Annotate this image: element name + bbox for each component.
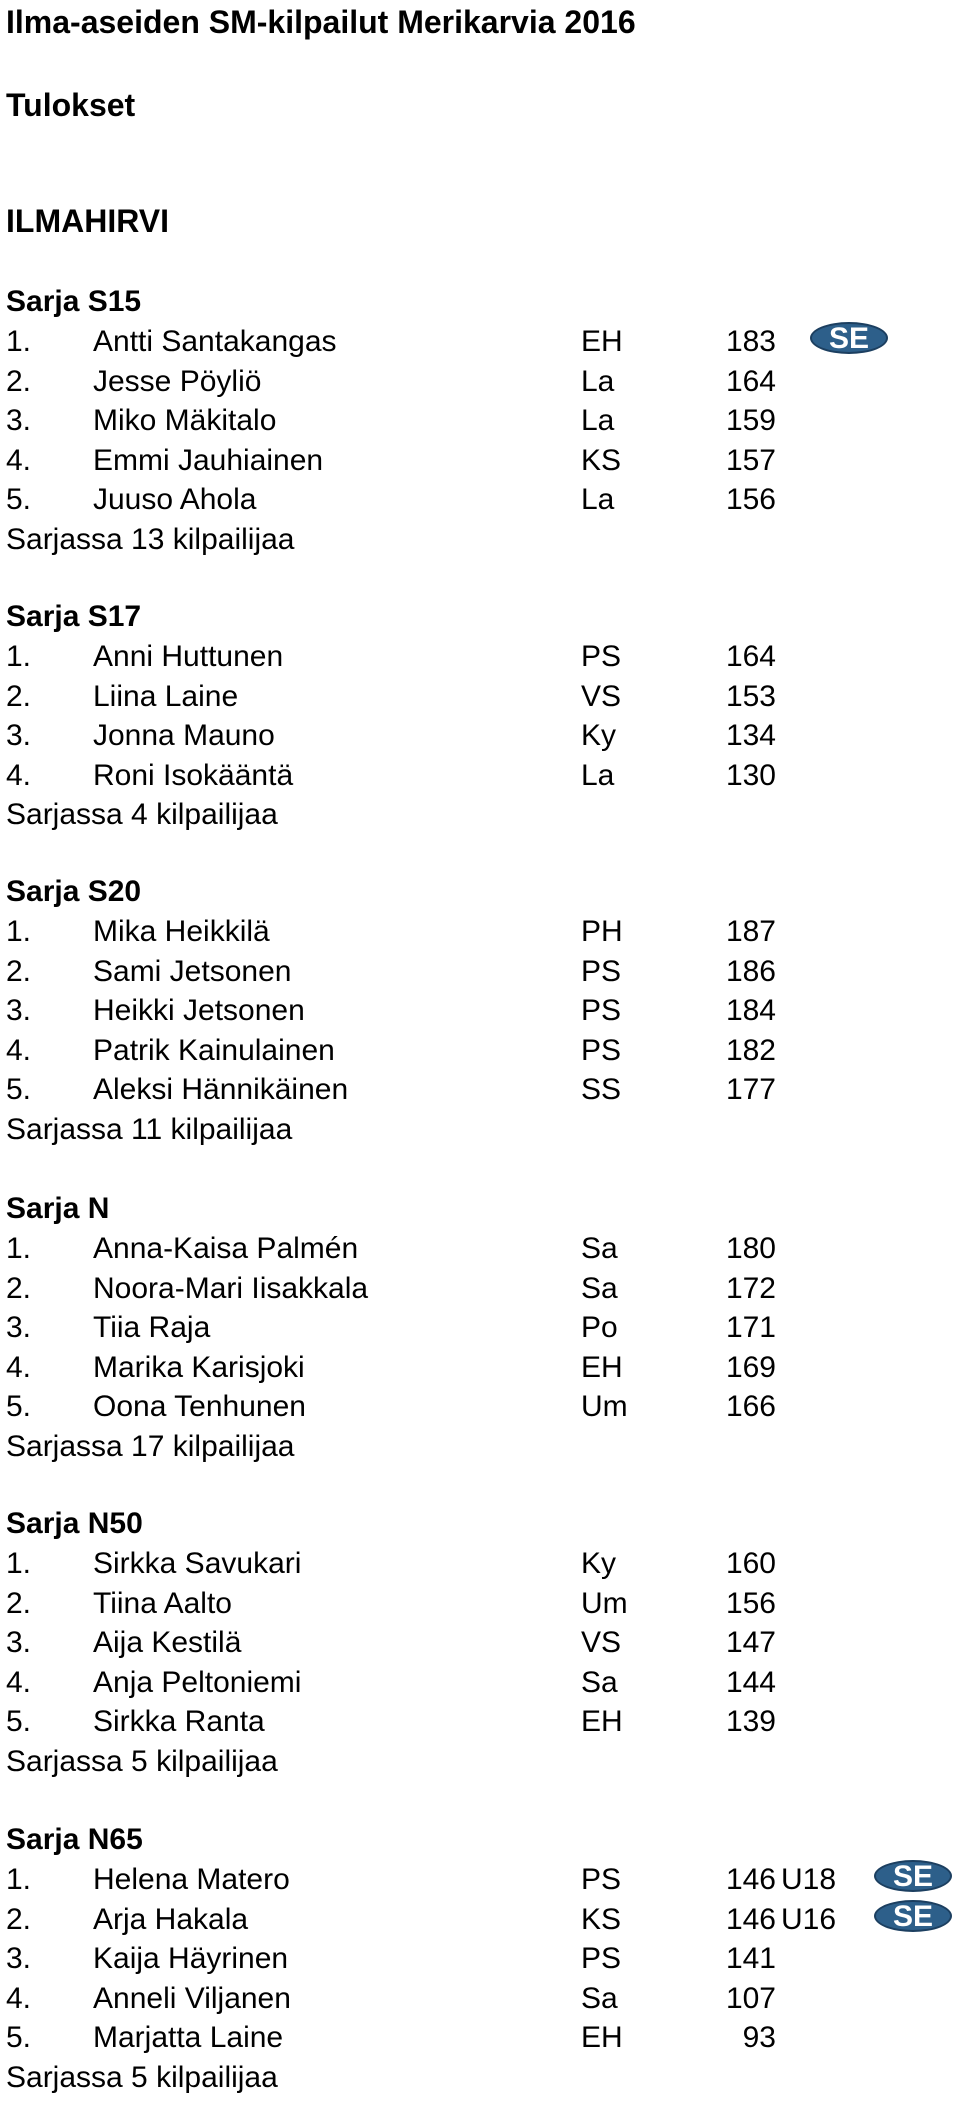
series-participant-count: Sarjassa 5 kilpailijaa	[6, 1744, 278, 1778]
score: 156	[725, 483, 776, 517]
series-block	[6, 1189, 956, 1467]
rank: 1.	[6, 325, 32, 358]
club-code: PH	[581, 915, 623, 948]
competitor-name: Roni Isokääntä	[93, 758, 294, 792]
rank: 2.	[6, 1586, 32, 1620]
club-code: Sa	[581, 1981, 618, 2015]
club-code: PS	[581, 954, 622, 988]
club-code: La	[581, 758, 615, 792]
competitor-name: Jonna Mauno	[93, 719, 275, 753]
competitor-name: Tiia Raja	[93, 1311, 211, 1345]
competitor-name: Patrik Kainulainen	[93, 1033, 335, 1067]
club-code: EH	[581, 325, 623, 358]
rank: 3.	[6, 1626, 32, 1660]
club-code: La	[581, 364, 615, 398]
result-row	[6, 1308, 956, 1348]
score: 130	[725, 758, 776, 792]
club-code: Um	[581, 1586, 628, 1620]
competitor-name: Arja Hakala	[93, 1902, 249, 1936]
age-class-note: U16	[781, 1902, 837, 1936]
rank: 4.	[6, 758, 32, 792]
rank: 5.	[6, 483, 32, 517]
rank: 1.	[6, 640, 32, 673]
score: 153	[725, 679, 776, 713]
competitor-name: Kaija Häyrinen	[93, 1942, 289, 1976]
series-title: Sarja N65	[6, 1823, 143, 1856]
result-row	[6, 677, 956, 717]
score: 166	[725, 1390, 776, 1424]
club-code: PS	[581, 1033, 622, 1067]
result-row	[6, 2018, 956, 2058]
competitor-name: Helena Matero	[93, 1863, 290, 1896]
competitor-name: Aleksi Hännikäinen	[93, 1073, 349, 1107]
rank: 3.	[6, 719, 32, 753]
result-row	[6, 1702, 956, 1742]
rank: 5.	[6, 1705, 32, 1739]
score: 169	[725, 1350, 776, 1384]
competitor-name: Liina Laine	[93, 679, 239, 713]
result-row	[6, 952, 956, 992]
competitor-name: Sirkka Savukari	[93, 1547, 302, 1580]
result-row	[6, 756, 956, 796]
club-code: PS	[581, 640, 622, 673]
score: 182	[725, 1033, 776, 1067]
rank: 4.	[6, 1350, 32, 1384]
document-subtitle: Tulokset	[6, 87, 136, 123]
rank: 1.	[6, 915, 32, 948]
result-row	[6, 322, 956, 362]
series-participant-count: Sarjassa 4 kilpailijaa	[6, 798, 278, 832]
age-class-note: U18	[781, 1863, 837, 1896]
rank: 2.	[6, 1902, 32, 1936]
result-row	[6, 1387, 956, 1427]
rank: 5.	[6, 1390, 32, 1424]
series-participant-count: Sarjassa 11 kilpailijaa	[6, 1112, 293, 1146]
result-row	[6, 1623, 956, 1663]
score: 141	[725, 1942, 776, 1976]
competitor-name: Juuso Ahola	[93, 483, 257, 517]
record-badge: SE	[874, 1900, 952, 1932]
result-row	[6, 637, 956, 677]
competitor-name: Marika Karisjoki	[93, 1350, 305, 1384]
competitor-name: Anneli Viljanen	[93, 1981, 291, 2015]
document-title: Ilma-aseiden SM-kilpailut Merikarvia 2016	[6, 4, 636, 40]
rank: 3.	[6, 404, 32, 438]
result-row	[6, 1663, 956, 1703]
rank: 2.	[6, 364, 32, 398]
score: 93	[742, 2021, 776, 2055]
club-code: Sa	[581, 1271, 618, 1305]
series-block	[6, 872, 956, 1150]
club-code: Ky	[581, 1547, 617, 1580]
rank: 5.	[6, 1073, 32, 1107]
score: 186	[725, 954, 776, 988]
competitor-name: Marjatta Laine	[93, 2021, 284, 2055]
club-code: VS	[581, 679, 622, 713]
rank: 1.	[6, 1547, 32, 1580]
result-row	[6, 1979, 956, 2019]
result-row	[6, 1070, 956, 1110]
score: 172	[725, 1271, 776, 1305]
club-code: SS	[581, 1073, 622, 1107]
result-row	[6, 1584, 956, 1624]
club-code: KS	[581, 1902, 622, 1936]
club-code: EH	[581, 1705, 623, 1739]
club-code: VS	[581, 1626, 622, 1660]
competitor-name: Jesse Pöyliö	[93, 364, 262, 398]
result-row	[6, 1900, 956, 1940]
event-title: ILMAHIRVI	[6, 203, 169, 239]
rank: 1.	[6, 1232, 32, 1265]
club-code: Sa	[581, 1665, 618, 1699]
club-code: Um	[581, 1390, 628, 1424]
series-title: Sarja S17	[6, 600, 142, 633]
score: 164	[725, 640, 776, 673]
club-code: PS	[581, 994, 622, 1028]
series-block	[6, 1504, 956, 1782]
rank: 2.	[6, 679, 32, 713]
rank: 3.	[6, 994, 32, 1028]
series-block	[6, 597, 956, 835]
result-row	[6, 1269, 956, 1309]
competitor-name: Emmi Jauhiainen	[93, 443, 324, 477]
record-badge: SE	[874, 1860, 952, 1892]
score: 180	[725, 1232, 776, 1265]
club-code: EH	[581, 2021, 623, 2055]
rank: 4.	[6, 1033, 32, 1067]
result-row	[6, 1229, 956, 1269]
rank: 5.	[6, 2021, 32, 2055]
score: 147	[725, 1626, 776, 1660]
competitor-name: Miko Mäkitalo	[93, 404, 277, 438]
series-participant-count: Sarjassa 17 kilpailijaa	[6, 1429, 295, 1463]
series-block	[6, 1820, 956, 2098]
score: 159	[725, 404, 776, 438]
result-row	[6, 1348, 956, 1388]
result-row	[6, 441, 956, 481]
competitor-name: Noora-Mari Iisakkala	[93, 1271, 369, 1305]
result-row	[6, 1544, 956, 1584]
club-code: Ky	[581, 719, 617, 753]
competitor-name: Sirkka Ranta	[93, 1705, 265, 1739]
score: 146	[725, 1902, 776, 1936]
club-code: EH	[581, 1350, 623, 1384]
score: 146	[725, 1863, 776, 1896]
rank: 1.	[6, 1863, 32, 1896]
score: 187	[725, 915, 776, 948]
competitor-name: Heikki Jetsonen	[93, 994, 305, 1028]
rank: 3.	[6, 1311, 32, 1345]
record-badge: SE	[810, 322, 888, 354]
series-block	[6, 282, 956, 560]
club-code: La	[581, 483, 615, 517]
club-code: La	[581, 404, 615, 438]
rank: 2.	[6, 1271, 32, 1305]
competitor-name: Tiina Aalto	[93, 1586, 232, 1620]
series-title: Sarja N	[6, 1192, 110, 1225]
competitor-name: Aija Kestilä	[93, 1626, 242, 1660]
result-row	[6, 480, 956, 520]
score: 184	[725, 994, 776, 1028]
score: 171	[725, 1311, 776, 1345]
score: 177	[725, 1073, 776, 1107]
competitor-name: Anja Peltoniemi	[93, 1665, 302, 1699]
series-title: Sarja N50	[6, 1507, 143, 1540]
competitor-name: Antti Santakangas	[93, 325, 337, 358]
rank: 3.	[6, 1942, 32, 1976]
club-code: Po	[581, 1311, 618, 1345]
score: 160	[725, 1547, 776, 1580]
score: 157	[725, 443, 776, 477]
club-code: PS	[581, 1942, 622, 1976]
rank: 2.	[6, 954, 32, 988]
score: 107	[725, 1981, 776, 2015]
series-participant-count: Sarjassa 13 kilpailijaa	[6, 522, 295, 556]
score: 139	[725, 1705, 776, 1739]
result-row	[6, 1031, 956, 1071]
score: 156	[725, 1586, 776, 1620]
result-row	[6, 1939, 956, 1979]
competitor-name: Oona Tenhunen	[93, 1390, 306, 1424]
result-row	[6, 912, 956, 952]
score: 183	[725, 325, 776, 358]
club-code: Sa	[581, 1232, 618, 1265]
result-row	[6, 362, 956, 402]
competitor-name: Sami Jetsonen	[93, 954, 292, 988]
club-code: KS	[581, 443, 622, 477]
score: 144	[725, 1665, 776, 1699]
result-row	[6, 716, 956, 756]
result-row	[6, 401, 956, 441]
rank: 4.	[6, 443, 32, 477]
club-code: PS	[581, 1863, 622, 1896]
rank: 4.	[6, 1981, 32, 2015]
series-title: Sarja S15	[6, 285, 142, 318]
result-row	[6, 991, 956, 1031]
rank: 4.	[6, 1665, 32, 1699]
score: 134	[725, 719, 776, 753]
competitor-name: Anni Huttunen	[93, 640, 284, 673]
series-participant-count: Sarjassa 5 kilpailijaa	[6, 2060, 278, 2094]
competitor-name: Mika Heikkilä	[93, 915, 270, 948]
result-row	[6, 1860, 956, 1900]
score: 164	[725, 364, 776, 398]
series-title: Sarja S20	[6, 875, 142, 908]
competitor-name: Anna-Kaisa Palmén	[93, 1232, 359, 1265]
